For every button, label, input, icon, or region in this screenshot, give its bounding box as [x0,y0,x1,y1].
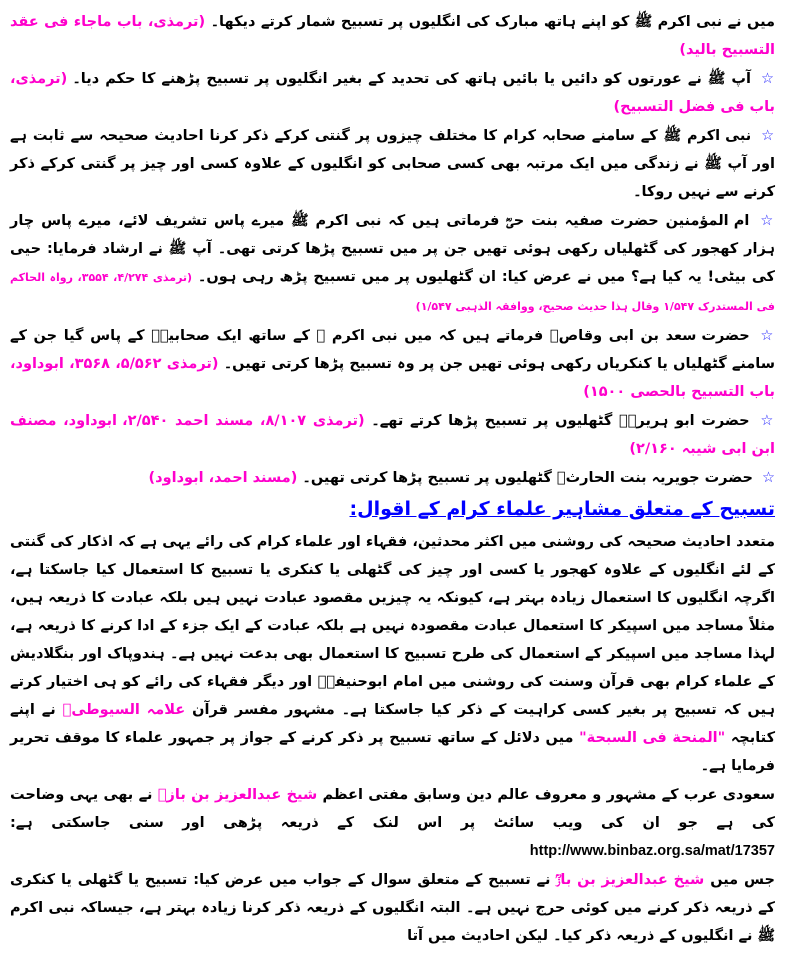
reference: (مسند احمد، ابوداود) [148,470,298,486]
book-title: "المنحة فی السبحة" [579,730,726,746]
paragraph-text: متعدد احادیث صحیحہ کی روشنی میں اکثر محدثین، فقہاء اور علماء کرام کی رائے یہی ہے کہ اذکار کی گنتی کے لئے انگلیوں کے علاوہ کھجور یا کسی اور چیز کی گٹھلی یا کنکری یا تسبیح کا استعمال کیا جاسکتا ہے، اگرچہ انگلیوں کا استعمال زیادہ بہتر ہے، کیونکہ یہ چیزیں مقصود عبادت نہیں ہیں بلکہ عبادت کا ذریعہ ہیں، مثلاً مساجد میں اسپیکر کا استعمال عبادت مقصودہ نہیں ہے بلکہ عبادت کے ایک جزء کے ادا کرنے کا ذریعہ ہے، لہذا مساجد میں اسپیکر کے استعمال کی طرح تسبیح کا استعمال بھی بدعت نہیں ہے۔ ہندوپاک اور بنگلادیش کے علماء کرام بھی قرآن وسنت کی روشنی میں امام ابوحنیفہؒ اور دیگر فقہاء کی رائے کو ہی اختیار کرتے ہیں کہ تسبیح پر بغیر کسی کراہیت کے ذکر کیا جاسکتا ہے۔ مشہور مفسر قرآن [10,534,775,718]
scholar-name: شیخ عبدالعزیز بن بازؒ [556,872,705,888]
paragraph-7 [10,464,775,492]
paragraph-text: سعودی عرب کے مشہور و معروف عالم دین وسابق مفتی اعظم [322,787,775,803]
paragraph-text: میں دلائل کے ساتھ تسبیح پر ذکر کرنے کے جواز پر جمہور علماء کا موقف تحریر فرمایا ہے۔ [10,730,775,774]
paragraph-text: حضرت سعد بن ابی وقاصؓ فرماتے ہیں کہ میں نبی اکرم ﷺ کے ساتھ ایک صحابیہؓ کے پاس گیا جن کے سامنے گٹھلیاں یا کنکریاں رکھی ہوئی تھیں جن پر وہ تسبیح پڑھا کرتی تھیں۔ [10,328,775,372]
star-icon: ☆ [760,413,775,429]
star-icon: ☆ [760,328,775,344]
reference: (ترمذی ۴/۲۷۴، ۳۵۵۴، رواہ الحاکم فی المستدرک ۱/۵۴۷ وقال ہذا حدیث صحیح، ووافقہ الذہبی ۱/۵۴۷) [10,271,775,313]
paragraph-5 [10,322,775,406]
reference: (ترمذی، باب ماجاء فی عقد التسبیح بالید) [10,14,775,58]
paragraph-1 [10,8,775,64]
website-link[interactable]: http://www.binbaz.org.sa/mat/17357 [529,843,775,859]
paragraph-2 [10,65,775,121]
paragraph-6 [10,407,775,463]
star-icon: ☆ [761,128,775,144]
paragraph-text: نے تسبیح کے متعلق سوال کے جواب میں عرض کیا: [193,872,551,888]
scholar-name: شیخ عبدالعزیز بن بازؒ [157,787,318,803]
reference: (ترمذی ۵/۵۶۲، ۳۵۶۸، ابوداود، باب التسبیح بالحصی ۱۵۰۰) [10,356,775,400]
paragraph-text: نے اپنے کتابچہ [10,702,775,746]
scholar-name: علامہ السیوطیؒ [62,702,186,718]
paragraph-text: ام المؤمنین حضرت صفیہ بنت حیؓ فرماتی ہیں کہ نبی اکرم ﷺ میرے پاس تشریف لائے، میرے پاس چار ہزار کھجور کی گٹھلیاں رکھی ہوئی تھیں جن پر میں تسبیح پڑھا کرتی تھی۔ آپ ﷺ نے ارشاد فرمایا: حیی کی بیٹی! یہ کیا ہے؟ میں نے عرض کیا: ان گٹھلیوں پر میں تسبیح پڑھ رہی ہوں۔ [10,213,775,285]
paragraph-text: حضرت جویریہ بنت الحارثؓ گٹھلیوں پر تسبیح پڑھا کرتی تھیں۔ [302,470,753,486]
paragraph-4 [10,207,775,321]
paragraph-9 [10,781,775,865]
paragraph-text: میں نے نبی اکرم ﷺ کو اپنے ہاتھ مبارک کی انگلیوں پر تسبیح شمار کرتے دیکھا۔ [210,14,775,30]
paragraph-text: آپ ﷺ نے عورتوں کو دائیں یا بائیں ہاتھ کی تحدید کے بغیر انگلیوں پر تسبیح پڑھنے کا حکم دیا۔ [72,71,751,87]
star-icon: ☆ [761,71,776,87]
answer-text: تسبیح یا گٹھلی یا کنکری کے ذریعہ ذکر کرنے میں کوئی حرج نہیں ہے۔ البتہ انگلیوں کے ذریعہ ذکر کرنا زیادہ بہتر ہے، جیساکہ نبی اکرم ﷺ نے انگلیوں کے ذریعہ ذکر کیا۔ لیکن احادیث میں آتا [10,872,775,944]
paragraph-10 [10,866,775,950]
reference: (ترمذی، باب فی فضل التسبیح) [10,71,775,115]
paragraph-3 [10,122,775,206]
star-icon: ☆ [762,470,775,486]
paragraph-text: نبی اکرم ﷺ کے سامنے صحابہ کرام کا مختلف چیزوں پر گنتی کرکے ذکر کرنا احادیث صحیحہ سے ثابت ہے اور آپ ﷺ نے زندگی میں ایک مرتبہ بھی کسی صحابی کو انگلیوں کے علاوہ کسی اور چیز پر گنتی کرکے ذکر کرنے سے نہیں روکا۔ [10,128,775,200]
star-icon: ☆ [760,213,776,229]
paragraph-text: جس میں [710,872,775,888]
paragraph-text: نے بھی یہی وضاحت کی ہے جو ان کی ویب سائٹ پر اس لنک کے ذریعہ پڑھی اور سنی جاسکتی ہے: [10,787,775,831]
reference: (ترمذی ۸/۱۰۷، مسند احمد ۲/۵۴۰، ابوداود، مصنف ابن ابی شیبہ ۲/۱۶۰) [10,413,775,457]
paragraph-8 [10,528,775,780]
section-heading: تسبیح کے متعلق مشاہیر علماء کرام کے اقوال: [349,498,775,520]
paragraph-text: حضرت ابو ہریرہؓ گٹھلیوں پر تسبیح پڑھا کرتے تھے۔ [371,413,750,429]
